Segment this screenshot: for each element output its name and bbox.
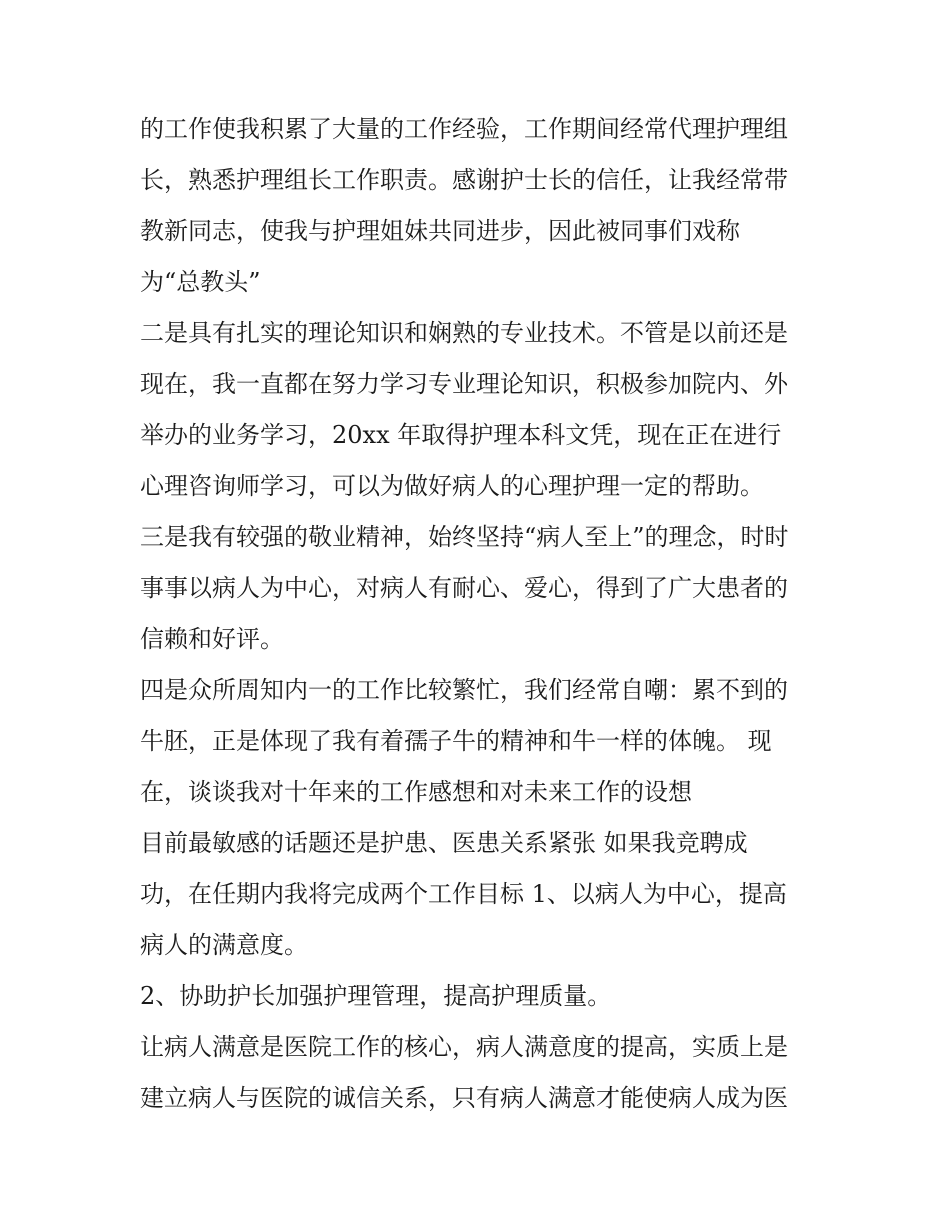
text-line: 功，在任期内我将完成两个工作目标 1、以病人为中心，提高 [140,880,787,908]
text-line: 举办的业务学习，20xx 年取得护理本科文凭，现在正在进行 [140,421,782,449]
text-line: 教新同志，使我与护理姐妹共同进步，因此被同事们戏称 [140,217,740,245]
text-line: 牛胚，正是体现了我有着孺子牛的精神和牛一样的体魄。 现 [140,727,772,755]
document-body [140,104,830,1124]
text-line: 四是众所周知内一的工作比较繁忙，我们经常自嘲：累不到的 [140,676,788,704]
text-line: 长，熟悉护理组长工作职责。感谢护士长的信任，让我经常带 [140,166,788,194]
text-line: 信赖和好评。 [140,625,284,653]
text-line: 为“总教头” [140,268,261,296]
text-line: 心理咨询师学习，可以为做好病人的心理护理一定的帮助。 [140,472,764,500]
text-line: 二是具有扎实的理论知识和娴熟的专业技术。不管是以前还是 [140,319,788,347]
text-line: 让病人满意是医院工作的核心，病人满意度的提高，实质上是 [140,1033,788,1061]
text-line: 病人的满意度。 [140,931,308,959]
text-line: 事事以病人为中心，对病人有耐心、爱心，得到了广大患者的 [140,574,788,602]
text-line: 的工作使我积累了大量的工作经验，工作期间经常代理护理组 [140,115,788,143]
text-line: 2、协助护长加强护理管理，提高护理质量。 [140,982,612,1010]
text-line: 现在，我一直都在努力学习专业理论知识，积极参加院内、外 [140,370,788,398]
text-line: 建立病人与医院的诚信关系，只有病人满意才能使病人成为医 [140,1084,788,1112]
text-line: 三是我有较强的敬业精神，始终坚持“病人至上”的理念，时时 [140,523,789,551]
text-line: 在，谈谈我对十年来的工作感想和对未来工作的设想 [140,778,692,806]
text-line: 目前最敏感的话题还是护患、医患关系紧张 如果我竞聘成 [140,829,748,857]
